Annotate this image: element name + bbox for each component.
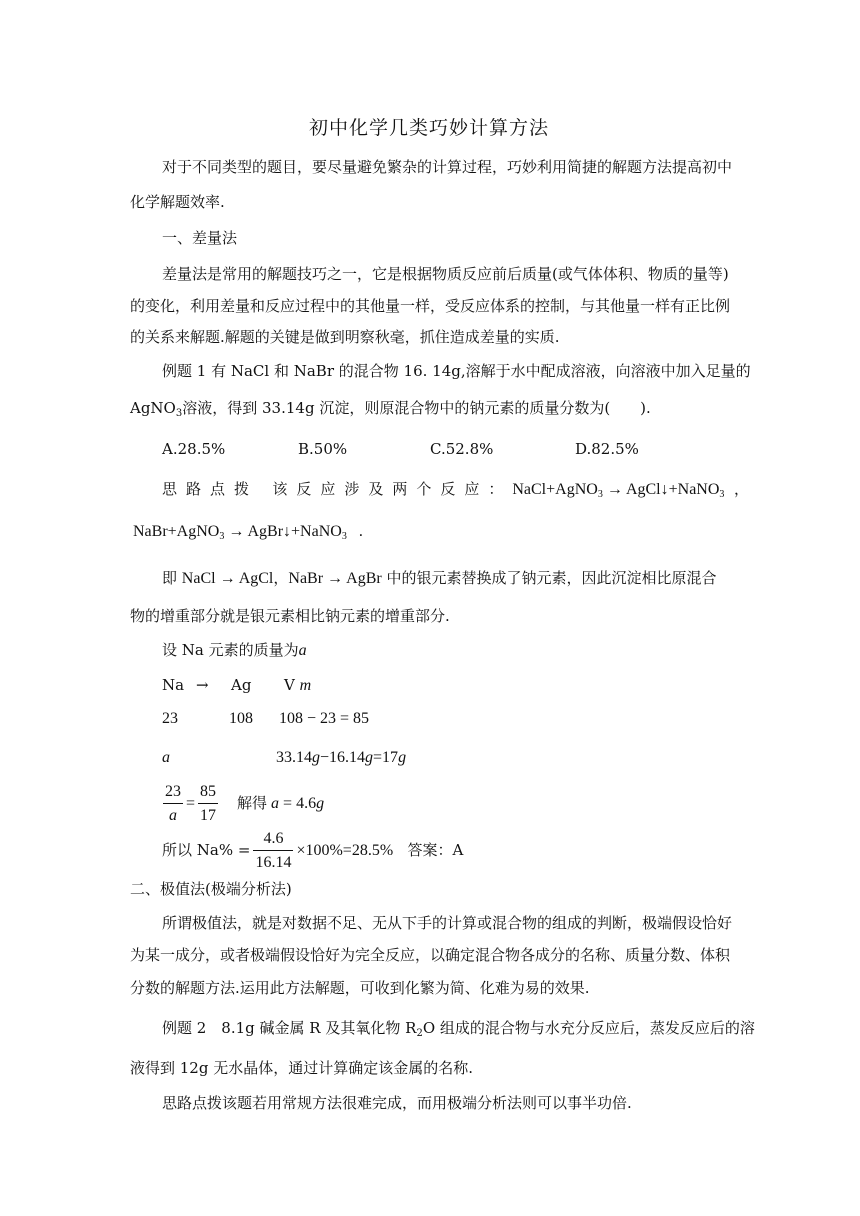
table-difference: 108 − 23 = 85 xyxy=(279,710,370,727)
set-variable-line: 设 Na 元素的质量为a xyxy=(162,641,307,659)
section-2-heading: 二、极值法(极端分析法) xyxy=(130,880,292,898)
table-23: 23 xyxy=(162,710,178,727)
section-1-heading: 一、差量法 xyxy=(162,229,238,247)
example-1-line-1: 例题 1 有 NaCl 和 NaBr 的混合物 16. 14g,溶解于水中配成溶液，向溶液中加入足量的 xyxy=(162,362,751,380)
intro-line-2: 化学解题效率. xyxy=(130,193,225,211)
table-a: a xyxy=(162,749,170,766)
table-108: 108 xyxy=(229,710,253,727)
example-1-line-2: AgNO$_3$溶液，得到 33.14g 沉淀，则原混合物中的钠元素的质量分数为( ). xyxy=(130,399,651,419)
option-d: D.82.5% xyxy=(575,440,639,458)
hint-2-line: 思路点拨该题若用常规方法很难完成，而用极端分析法则可以事半功倍. xyxy=(162,1094,632,1112)
proportion-equation: $\frac{23}{a}$ = $\frac{85}{17}$ 解得 a = 4.6g xyxy=(160,781,324,828)
table-ag: Ag xyxy=(231,676,252,694)
hint-line-1: 思路点拨 该反应涉及两个反应：NaCl+AgNO$_3$ → AgCl↓+NaNO$_3$ ， xyxy=(162,480,749,500)
fraction-4.6-over-16.14: $\frac{4.6}{16.14}$ xyxy=(255,830,292,871)
example-2-line-2: 液得到 12g 无水晶体，通过计算确定该金属的名称. xyxy=(130,1059,473,1077)
s2-paragraph-line-1: 所谓极值法，就是对数据不足、无从下手的计算或混合物的组成的判断，极端假设恰好 xyxy=(162,914,733,932)
example-2-line-1: 例题 2 8.1g 碱金属 R 及其氧化物 $R_2O$ 组成的混合物与水充分反应后，蒸发反应后的溶 xyxy=(162,1019,755,1039)
s1-paragraph-line-2: 的变化，利用差量和反应过程中的其他量一样，受反应体系的控制，与其他量一样有正比例 xyxy=(130,297,731,315)
s2-paragraph-line-3: 分数的解题方法.运用此方法解题，可收到化繁为简、化难为易的效果. xyxy=(130,979,590,997)
explanation-line-1: 即 NaCl → AgCl，NaBr → AgBr 中的银元素替换成了钠元素，因此沉淀相比原混合 xyxy=(162,569,717,587)
table-na: Na xyxy=(162,676,185,694)
table-mass-difference: 33.14g−16.14g=17g xyxy=(276,749,407,766)
intro-line-1: 对于不同类型的题目，要尽量避免繁杂的计算过程，巧妙利用简捷的解题方法提高初中 xyxy=(162,158,733,176)
s1-paragraph-line-1: 差量法是常用的解题技巧之一，它是根据物质反应前后质量(或气体体积、物质的量等) xyxy=(162,265,729,283)
answer-label: 答案：A xyxy=(407,841,464,860)
result-line: 所以 Na% = $\frac{4.6}{16.14}$ ×100%=28.5% 答案：A xyxy=(162,828,463,875)
s2-paragraph-line-2: 为某一成分，或者极端假设恰好为完全反应，以确定混合物各成分的名称、质量分数、体积 xyxy=(130,946,731,964)
table-delta-m: V m xyxy=(284,676,312,694)
fraction-85-over-17: $\frac{85}{17}$ xyxy=(200,783,217,824)
table-arrow: → xyxy=(196,676,209,694)
reaction-2: NaBr+AgNO$_3$ → AgBr↓+NaNO$_3$ . xyxy=(133,523,363,542)
fraction-23-over-a: $\frac{23}{a}$ xyxy=(165,783,181,824)
s1-paragraph-line-3: 的关系来解题.解题的关键是做到明察秋毫，抓住造成差量的实质. xyxy=(130,328,560,346)
page-title: 初中化学几类巧妙计算方法 xyxy=(309,117,550,139)
option-a: A.28.5% xyxy=(162,440,226,458)
option-c: C.52.8% xyxy=(430,440,494,458)
explanation-line-2: 物的增重部分就是银元素相比钠元素的增重部分. xyxy=(130,607,450,625)
option-b: B.50% xyxy=(298,440,348,458)
